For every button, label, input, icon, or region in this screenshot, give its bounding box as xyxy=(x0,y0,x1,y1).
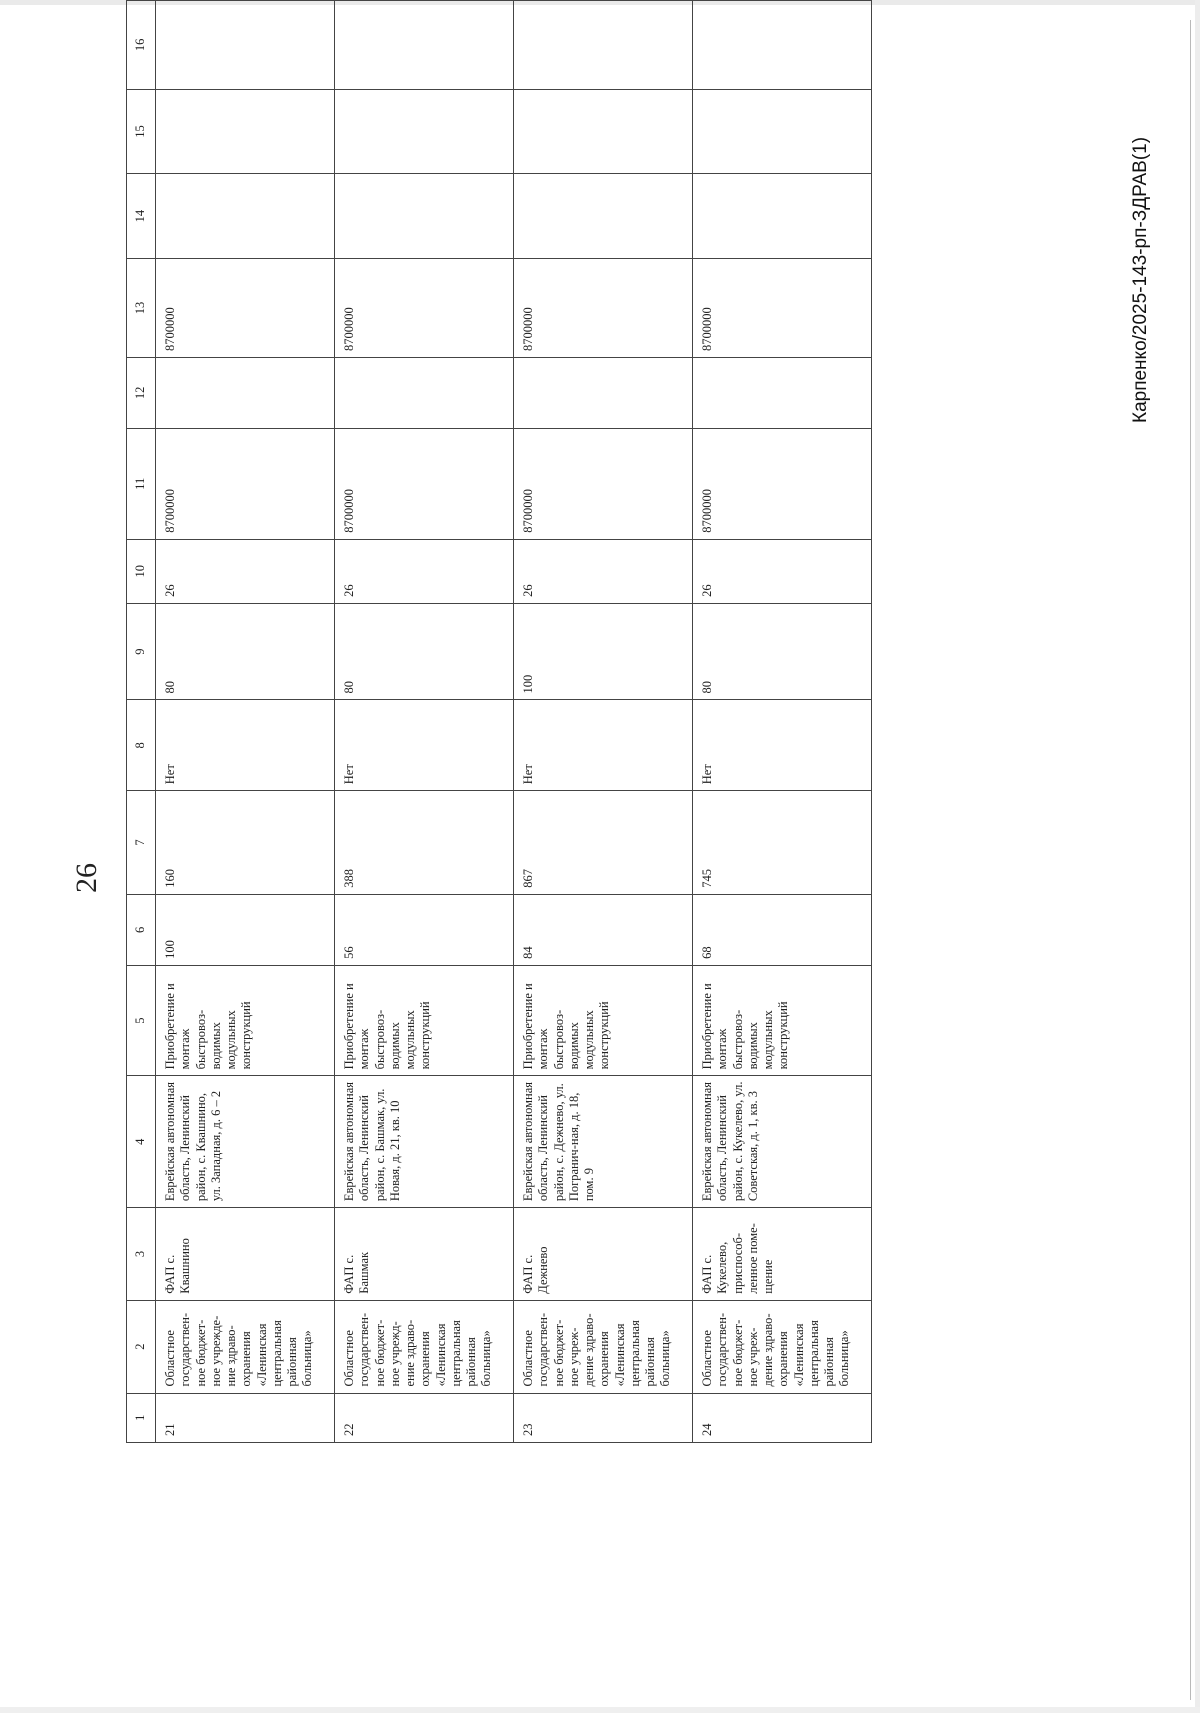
column-header: 6 xyxy=(127,894,156,965)
column-header: 9 xyxy=(127,603,156,700)
table-cell-col-16 xyxy=(514,1,693,90)
table-cell-col-10: 26 xyxy=(693,539,872,603)
document-code: Карпенко/2025-143-рп-ЗДРАВ(1) xyxy=(1130,136,1151,423)
table-cell-col-13: 8700000 xyxy=(514,258,693,357)
column-header: 7 xyxy=(127,791,156,894)
table-cell-col-1: 23 xyxy=(514,1393,693,1442)
table-cell-col-14 xyxy=(514,174,693,259)
table-row xyxy=(514,1,693,1443)
table-cell-col-12 xyxy=(514,357,693,428)
table-cell-col-10: 26 xyxy=(335,539,514,603)
column-header: 1 xyxy=(127,1393,156,1442)
table-cell-col-6: 56 xyxy=(335,894,514,965)
column-header: 12 xyxy=(127,357,156,428)
table-cell-col-11: 8700000 xyxy=(156,428,335,539)
column-header: 13 xyxy=(127,258,156,357)
table-row xyxy=(693,1,872,1443)
table-cell-col-8: Нет xyxy=(335,700,514,791)
column-header: 11 xyxy=(127,428,156,539)
table-cell-col-1: 22 xyxy=(335,1393,514,1442)
column-header: 15 xyxy=(127,89,156,174)
table-cell-col-15 xyxy=(514,89,693,174)
table-header-row xyxy=(127,1,156,1443)
table-cell-col-7: 745 xyxy=(693,791,872,894)
column-header: 14 xyxy=(127,174,156,259)
table-cell-col-6: 100 xyxy=(156,894,335,965)
table-cell-col-12 xyxy=(335,357,514,428)
table-cell-col-10: 26 xyxy=(156,539,335,603)
column-header: 4 xyxy=(127,1076,156,1208)
table-cell-col-2: Областное государствен-ное бюджет-ное учреж-дение здраво-охранения «Ленинская центральная районная больница» xyxy=(693,1300,872,1393)
table-cell-col-9: 80 xyxy=(335,603,514,700)
page-number: 26 xyxy=(70,863,103,893)
table-cell-col-13: 8700000 xyxy=(693,258,872,357)
table-cell-col-8: Нет xyxy=(693,700,872,791)
table-cell-col-16 xyxy=(693,1,872,90)
table-cell-col-1: 24 xyxy=(693,1393,872,1442)
table-cell-col-1: 21 xyxy=(156,1393,335,1442)
table-cell-col-3: ФАП с. Квашнино xyxy=(156,1208,335,1301)
table-cell-col-9: 80 xyxy=(156,603,335,700)
table-cell-col-2: Областное государствен-ное бюджет-ное учрежд-ение здраво-охранения «Ленинская центральная районная больница» xyxy=(335,1300,514,1393)
table-cell-col-15 xyxy=(693,89,872,174)
table-cell-col-16 xyxy=(335,1,514,90)
column-header: 5 xyxy=(127,965,156,1076)
table-cell-col-15 xyxy=(335,89,514,174)
column-header: 10 xyxy=(127,539,156,603)
table-cell-col-3: ФАП с. Кукелево, приспособ-ленное поме-щение xyxy=(693,1208,872,1301)
table-cell-col-5: Приобретение и монтаж быстровоз-водимых модульных конструкций xyxy=(335,965,514,1076)
table-cell-col-11: 8700000 xyxy=(514,428,693,539)
table-cell-col-7: 160 xyxy=(156,791,335,894)
table-cell-col-9: 100 xyxy=(514,603,693,700)
table-cell-col-13: 8700000 xyxy=(156,258,335,357)
table-cell-col-5: Приобретение и монтаж быстровоз-водимых модульных конструкций xyxy=(693,965,872,1076)
table-cell-col-2: Областное государствен-ное бюджет-ное учрежде-ние здраво-охранения «Ленинская центральная районная больница» xyxy=(156,1300,335,1393)
table-cell-col-9: 80 xyxy=(693,603,872,700)
table-cell-col-11: 8700000 xyxy=(693,428,872,539)
table-cell-col-8: Нет xyxy=(156,700,335,791)
table-cell-col-13: 8700000 xyxy=(335,258,514,357)
column-header: 3 xyxy=(127,1208,156,1301)
table-cell-col-4: Еврейская автономная область, Ленинский район, с. Квашнино, ул. Западная, д. 6 – 2 xyxy=(156,1076,335,1208)
table-row xyxy=(156,1,335,1443)
table-cell-col-3: ФАП с. Башмак xyxy=(335,1208,514,1301)
table-cell-col-5: Приобретение и монтаж быстровоз-водимых модульных конструкций xyxy=(514,965,693,1076)
table-cell-col-4: Еврейская автономная область, Ленинский район, с. Кукелево, ул. Советская, д. 1, кв. 3 xyxy=(693,1076,872,1208)
register-table xyxy=(126,0,872,1443)
table-cell-col-14 xyxy=(693,174,872,259)
table-cell-col-3: ФАП с. Дежнево xyxy=(514,1208,693,1301)
table-cell-col-8: Нет xyxy=(514,700,693,791)
table-cell-col-10: 26 xyxy=(514,539,693,603)
table-cell-col-12 xyxy=(156,357,335,428)
column-header: 16 xyxy=(127,1,156,90)
table-cell-col-7: 867 xyxy=(514,791,693,894)
table-cell-col-2: Областное государствен-ное бюджет-ное учреж-дение здраво-охранения «Ленинская центральная районная больница» xyxy=(514,1300,693,1393)
column-header: 2 xyxy=(127,1300,156,1393)
table-cell-col-14 xyxy=(156,174,335,259)
table-cell-col-16 xyxy=(156,1,335,90)
table-cell-col-14 xyxy=(335,174,514,259)
table-cell-col-12 xyxy=(693,357,872,428)
table-cell-col-5: Приобретение и монтаж быстровоз-водимых модульных конструкций xyxy=(156,965,335,1076)
table-cell-col-4: Еврейская автономная область, Ленинский район, с. Дежнево, ул. Погранич-ная, д. 18, пом. 9 xyxy=(514,1076,693,1208)
table-cell-col-4: Еврейская автономная область, Ленинский район, с. Башмак, ул. Новая, д. 21, кв. 10 xyxy=(335,1076,514,1208)
column-header: 8 xyxy=(127,700,156,791)
table-cell-col-7: 388 xyxy=(335,791,514,894)
table-cell-col-6: 68 xyxy=(693,894,872,965)
table-cell-col-15 xyxy=(156,89,335,174)
table-row xyxy=(335,1,514,1443)
table-cell-col-11: 8700000 xyxy=(335,428,514,539)
table-cell-col-6: 84 xyxy=(514,894,693,965)
